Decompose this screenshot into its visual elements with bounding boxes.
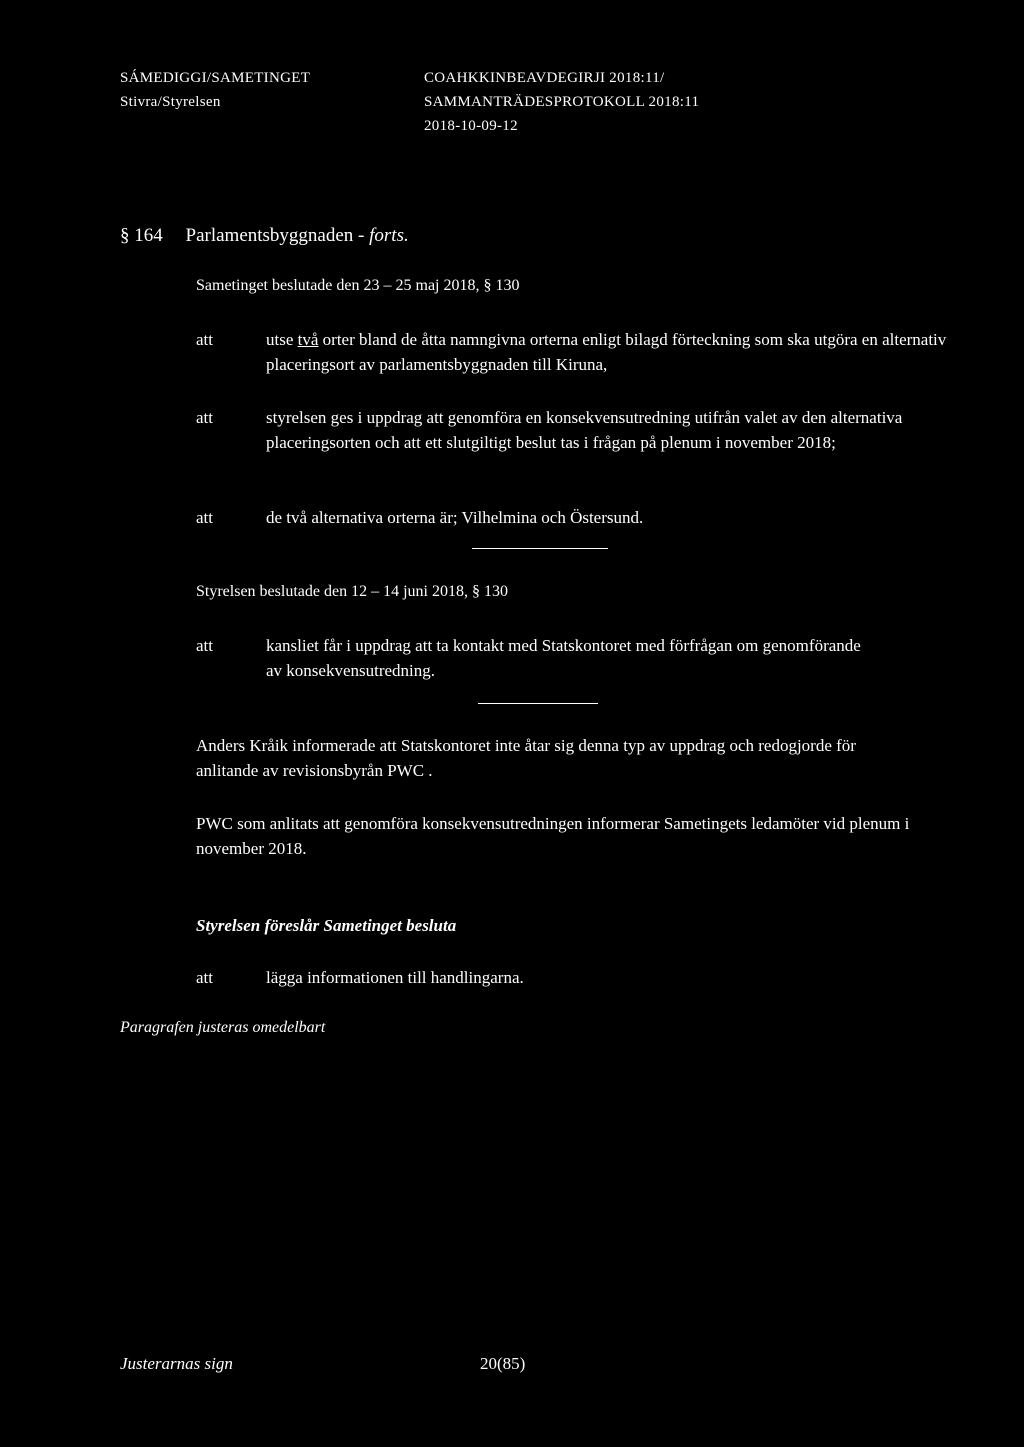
- page-number: 20(85): [480, 1354, 526, 1373]
- proposal-att-label: att: [196, 968, 213, 987]
- section-symbol: §: [120, 225, 130, 246]
- section-title-suffix: forts.: [369, 225, 409, 246]
- clause-att-label: att: [196, 330, 213, 349]
- clause-text: utse två orter bland de åtta namngivna orterna enligt bilagd förteckning som ska utgöra en alternativ placeringsort av parlamentsbyggnaden till Kiruna,: [266, 330, 947, 374]
- organization-name: SÁMEDIGGI/SAMETINGET: [120, 70, 311, 86]
- department-name: Stivra/Styrelsen: [120, 94, 221, 110]
- decision2-intro: Styrelsen beslutade den 12 – 14 juni 2018, § 130: [196, 583, 508, 600]
- signature-label: Justerarnas sign: [120, 1354, 233, 1373]
- section-number: 164: [134, 225, 163, 246]
- clause-att-label: att: [196, 636, 213, 655]
- clause-att-label: att: [196, 408, 213, 427]
- section-heading: [120, 222, 409, 250]
- decision1-intro: Sametinget beslutade den 23 – 25 maj 2018, § 130: [196, 277, 520, 294]
- information-paragraph: Anders Kråik informerade att Statskontoret inte åtar sig denna typ av uppdrag och redogjorde för anlitande av revisionsbyrån PWC .: [196, 736, 856, 780]
- proposal-heading: Styrelsen föreslår Sametinget besluta: [196, 916, 457, 935]
- separator-line: [478, 703, 598, 704]
- meeting-dates: 2018-10-09-12: [424, 118, 518, 134]
- clause-text: kansliet får i uppdrag att ta kontakt med Statskontoret med förfrågan om genomförande av konsekvensutredning.: [266, 636, 861, 680]
- protocol-id-line1: COAHKKINBEAVDEGIRJI 2018:11/: [424, 70, 665, 86]
- clause-text: de två alternativa orterna är; Vilhelmina och Östersund.: [266, 508, 644, 527]
- information-paragraph: PWC som anlitats att genomföra konsekvensutredningen informerar Sametingets ledamöter vid plenum i november 2018.: [196, 814, 910, 858]
- clause-att-label: att: [196, 508, 213, 527]
- protocol-id-line2: SAMMANTRÄDESPROTOKOLL 2018:11: [424, 94, 700, 110]
- section-title: Parlamentsbyggnaden -: [185, 225, 365, 246]
- separator-line: [472, 548, 608, 549]
- adjustment-note: Paragrafen justeras omedelbart: [120, 1019, 326, 1036]
- proposal-clause-text: lägga informationen till handlingarna.: [266, 968, 524, 987]
- clause-text: styrelsen ges i uppdrag att genomföra en konsekvensutredning utifrån valet av den alternativa placeringsorten och att ett slutgiltigt beslut tas i frågan på plenum i november 2018;: [266, 408, 903, 452]
